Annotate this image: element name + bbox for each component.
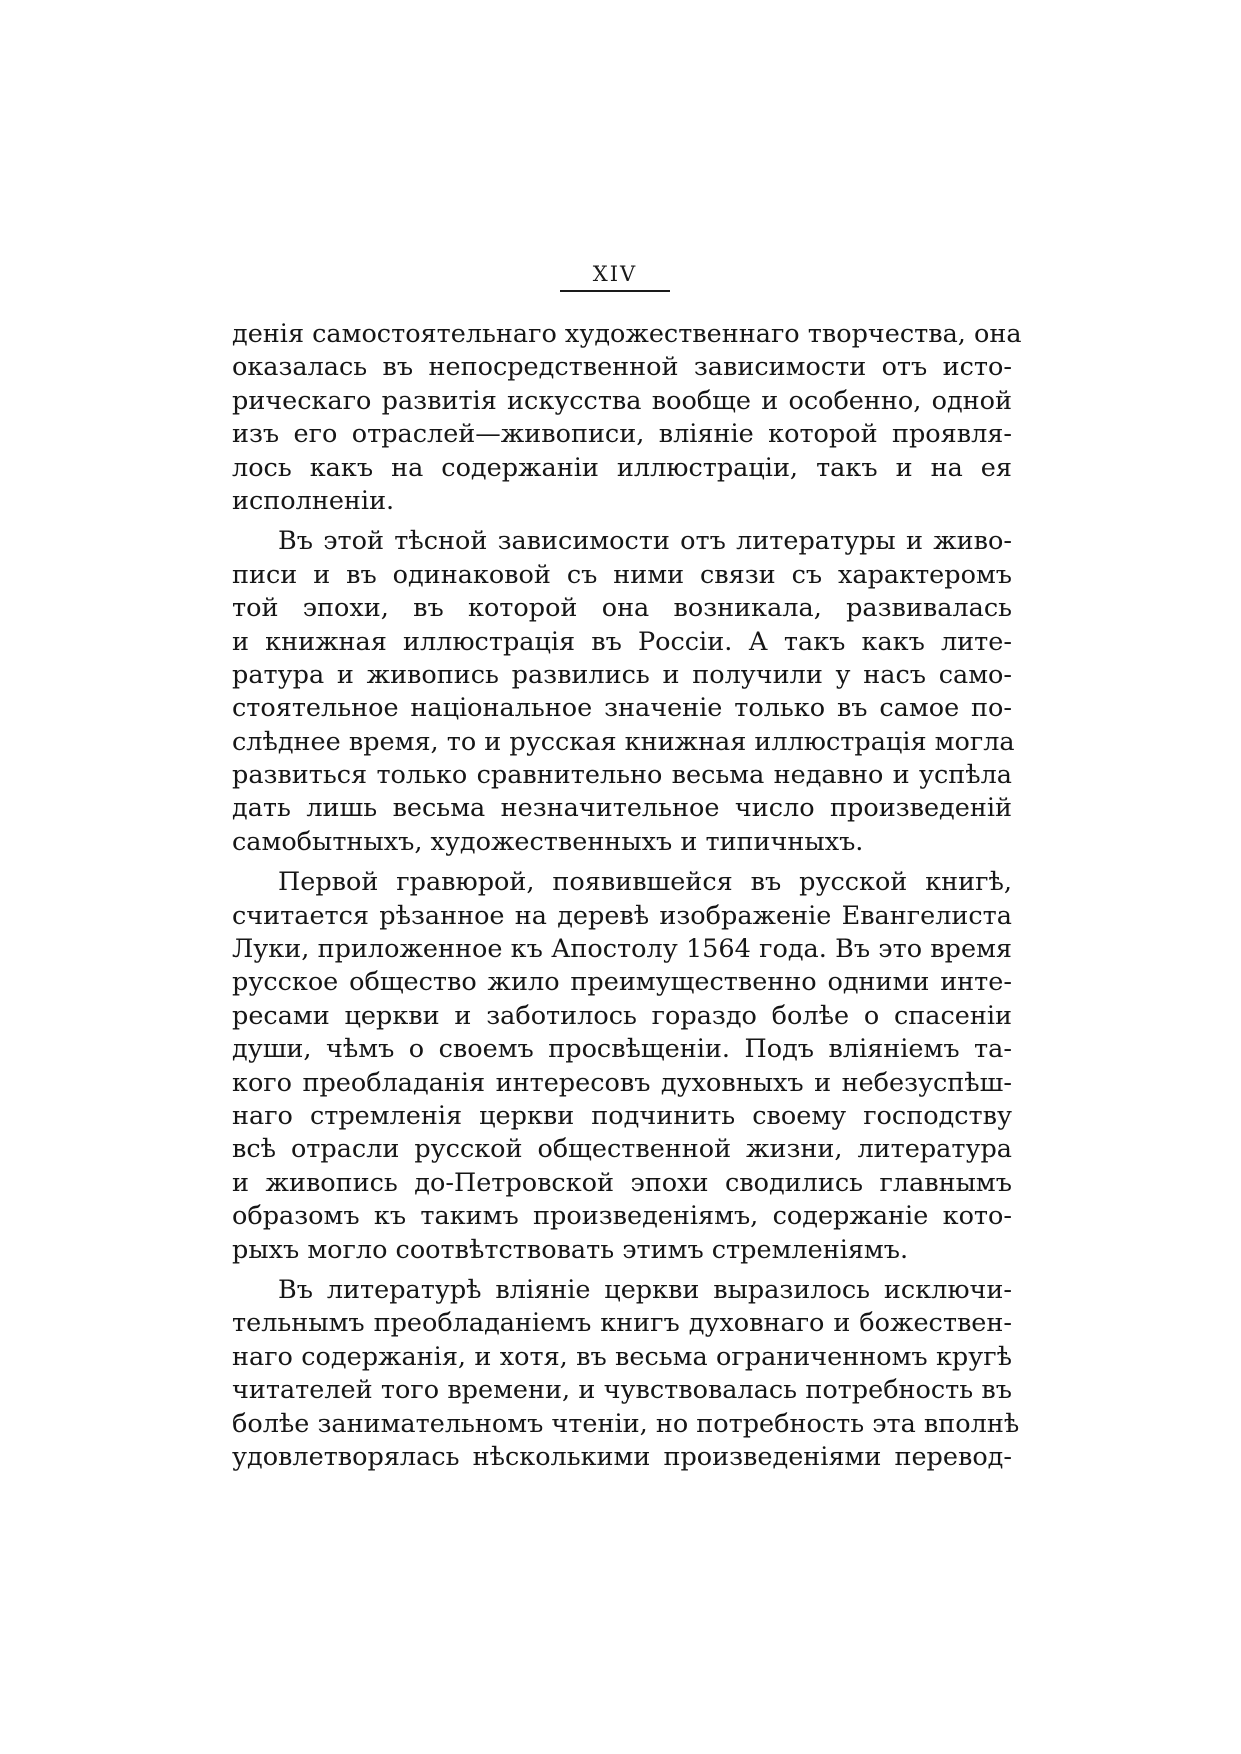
paragraph-gap — [232, 518, 1012, 525]
text-line: Въ этой тѣсной зависимости отъ литературы и живо- — [278, 526, 1012, 557]
text-line: писи и въ одинаковой съ ними связи съ характеромъ — [232, 559, 1012, 590]
text-line: души, чѣмъ о своемъ просвѣщеніи. Подъ вліяніемъ та- — [232, 1034, 1012, 1065]
text-line: самобытныхъ, художественныхъ и типичныхъ. — [232, 826, 864, 857]
text-line: Луки, приложенное къ Апостолу 1564 года. Въ это время — [232, 934, 1012, 965]
text-line: и живопись до-Петровской эпохи сводились главнымъ — [232, 1167, 1012, 1198]
text-line: наго стремленія церкви подчинить своему господству — [232, 1100, 1012, 1131]
text-line: Въ литературѣ вліяніе церкви выразилось исключи- — [278, 1274, 1012, 1305]
text-line: наго содержанія, и хотя, въ весьма ограниченномъ кругѣ — [232, 1341, 1012, 1372]
text-line: стоятельное національное значеніе только въ самое по- — [232, 693, 1012, 724]
text-line: ратура и живопись развились и получили у насъ само- — [232, 659, 1012, 690]
text-line: и книжная иллюстрація въ Россіи. А такъ какъ лите- — [232, 626, 1012, 657]
page-header — [560, 262, 670, 292]
body-text — [232, 318, 1022, 1474]
text-line: лось какъ на содержаніи иллюстраціи, такъ и на ея — [232, 452, 1012, 483]
text-line: слѣднее время, то и русская книжная иллюстрація могла — [232, 726, 1015, 757]
text-line: всѣ отрасли русской общественной жизни, литература — [232, 1134, 1012, 1165]
paragraph — [232, 525, 1015, 859]
text-line: денія самостоятельнаго художественнаго творчества, она — [232, 319, 1022, 349]
text-line: исполненіи. — [232, 485, 395, 516]
text-line: образомъ къ такимъ произведеніямъ, содержаніе кото- — [232, 1201, 1012, 1232]
text-line: тельнымъ преобладаніемъ книгъ духовнаго и божествен- — [232, 1308, 1012, 1339]
text-line: русское общество жило преимущественно одними инте- — [232, 967, 1012, 998]
text-line: удовлетворялась нѣсколькими произведеніями перевод- — [232, 1441, 1012, 1472]
text-line: развиться только сравнительно весьма недавно и успѣла — [232, 760, 1012, 791]
text-line: ресами церкви и заботилось гораздо болѣе о спасеніи — [232, 1000, 1012, 1031]
paragraph-gap — [232, 1267, 1012, 1274]
text-line: кого преобладанія интересовъ духовныхъ и небезуспѣш- — [232, 1067, 1012, 1098]
text-line: читателей того времени, и чувствовалась потребность въ — [232, 1375, 1012, 1406]
text-line: рыхъ могло соотвѣтствовать этимъ стремленіямъ. — [232, 1234, 909, 1265]
paragraph-gap — [232, 859, 1012, 866]
text-line: оказалась въ непосредственной зависимости отъ исто- — [232, 352, 1012, 383]
paragraph — [232, 866, 1012, 1267]
text-line: Первой гравюрой, появившейся въ русской книгѣ, — [278, 867, 1012, 898]
text-line: считается рѣзанное на деревѣ изображеніе Евангелиста — [232, 900, 1012, 931]
text-line: той эпохи, въ которой она возникала, развивалась — [232, 593, 1012, 624]
text-line: болѣе занимательномъ чтеніи, но потребность эта вполнѣ — [232, 1408, 1020, 1439]
text-line: дать лишь весьма незначительное число произведеній — [232, 793, 1012, 824]
text-line: рическаго развитія искусства вообще и особенно, одной — [232, 385, 1012, 416]
paragraph — [232, 1274, 1020, 1474]
paragraph — [232, 318, 1022, 518]
text-line: изъ его отраслей—живописи, вліяніе которой проявля- — [232, 419, 1012, 450]
page-number: XIV — [592, 262, 638, 286]
header-rule — [560, 290, 670, 292]
